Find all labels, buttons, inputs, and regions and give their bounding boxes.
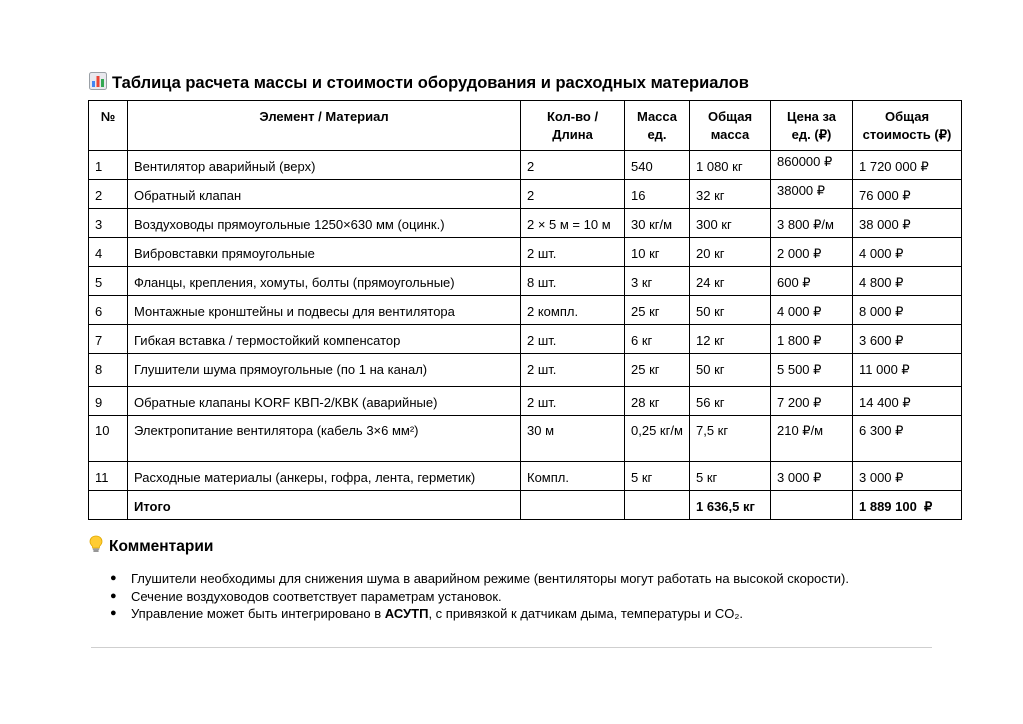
cell-total-mass: 300 кг — [690, 209, 771, 238]
cost-table — [88, 100, 962, 520]
cell-total-cost: 14 400 ₽ — [853, 387, 962, 416]
divider — [91, 647, 932, 648]
cell-num: 7 — [89, 325, 128, 354]
cell-total-mass: 50 кг — [690, 354, 771, 387]
cell-qty: 2 компл. — [521, 296, 625, 325]
header-num: № — [89, 101, 128, 151]
cell-total-mass: 24 кг — [690, 267, 771, 296]
header-qty: Кол-во / Длина — [521, 101, 625, 151]
table-row — [89, 180, 962, 209]
cell-total-mass: 56 кг — [690, 387, 771, 416]
header-total-cost: Общая стоимость (₽) — [853, 101, 962, 151]
table-row — [89, 416, 962, 462]
cell-num: 4 — [89, 238, 128, 267]
comment-text-after: , с привязкой к датчикам дыма, температуры и CO₂. — [428, 606, 743, 621]
cell-element: Обратные клапаны KORF КВП-2/КВК (аварийные) — [128, 387, 521, 416]
cell-num: 2 — [89, 180, 128, 209]
cell-price-unit: 38000 ₽ — [771, 180, 853, 209]
total-row — [89, 491, 962, 520]
table-row — [89, 354, 962, 387]
cell-price-unit: 2 000 ₽ — [771, 238, 853, 267]
cell-num: 5 — [89, 267, 128, 296]
cell-price-unit: 3 800 ₽/м — [771, 209, 853, 238]
cell-mass-unit: 28 кг — [625, 387, 690, 416]
cell-price-unit: 7 200 ₽ — [771, 387, 853, 416]
cell-total-mass: 1 080 кг — [690, 151, 771, 180]
cell-element: Воздуховоды прямоугольные 1250×630 мм (оцинк.) — [128, 209, 521, 238]
cell-price-unit: 1 800 ₽ — [771, 325, 853, 354]
page-title — [89, 72, 749, 95]
cell-qty: 2 шт. — [521, 387, 625, 416]
cell-total-cost: 3 600 ₽ — [853, 325, 962, 354]
cell-price-unit: 5 500 ₽ — [771, 354, 853, 387]
cell-total-cost: 4 000 ₽ — [853, 238, 962, 267]
cell-element: Вентилятор аварийный (верх) — [128, 151, 521, 180]
header-price-unit: Цена за ед. (₽) — [771, 101, 853, 151]
cell-total-cost: 38 000 ₽ — [853, 209, 962, 238]
cell-total-mass: 32 кг — [690, 180, 771, 209]
list-item — [110, 605, 849, 623]
cell-num: 6 — [89, 296, 128, 325]
cell-element: Фланцы, крепления, хомуты, болты (прямоугольные) — [128, 267, 521, 296]
light-bulb-icon — [89, 535, 103, 558]
table-row — [89, 462, 962, 491]
comments-title-text: Комментарии — [109, 537, 214, 555]
header-mass-unit: Масса ед. — [625, 101, 690, 151]
cell-mass-unit: 3 кг — [625, 267, 690, 296]
page-title-text: Таблица расчета массы и стоимости оборудования и расходных материалов — [112, 74, 749, 92]
cell-total-cost: 76 000 ₽ — [853, 180, 962, 209]
table-row — [89, 238, 962, 267]
total-label: Итого — [128, 491, 521, 520]
table-row — [89, 209, 962, 238]
cell-qty: 2 × 5 м = 10 м — [521, 209, 625, 238]
table-row — [89, 296, 962, 325]
cell-mass-unit: 6 кг — [625, 325, 690, 354]
comments-heading — [89, 535, 213, 558]
cell-qty: 2 — [521, 180, 625, 209]
cell-qty: 2 шт. — [521, 354, 625, 387]
cell-total-cost: 11 000 ₽ — [853, 354, 962, 387]
comments-list — [110, 570, 849, 623]
cell-num: 9 — [89, 387, 128, 416]
cell-element: Глушители шума прямоугольные (по 1 на канал) — [128, 354, 521, 387]
cell-qty: 2 шт. — [521, 238, 625, 267]
cell-qty: 30 м — [521, 416, 625, 462]
bullet-icon: ● — [110, 607, 117, 619]
cell-qty: Компл. — [521, 462, 625, 491]
total-cost: 1 889 100 ₽ — [853, 491, 962, 520]
cell-price-unit: 3 000 ₽ — [771, 462, 853, 491]
cell-total-mass: 5 кг — [690, 462, 771, 491]
cell-element: Вибровставки прямоугольные — [128, 238, 521, 267]
cell-total-mass: 20 кг — [690, 238, 771, 267]
cell-element: Монтажные кронштейны и подвесы для вентилятора — [128, 296, 521, 325]
list-item — [110, 588, 849, 606]
cell-mass-unit: 0,25 кг/м — [625, 416, 690, 462]
cell-qty: 8 шт. — [521, 267, 625, 296]
cell-total-mass: 12 кг — [690, 325, 771, 354]
table-header-row — [89, 101, 962, 151]
comment-text: Глушители необходимы для снижения шума в аварийном режиме (вентиляторы могут работать на высокой скорости). — [131, 571, 849, 586]
cell-element: Гибкая вставка / термостойкий компенсатор — [128, 325, 521, 354]
cell-num: 10 — [89, 416, 128, 462]
total-price-unit-cell — [771, 491, 853, 520]
list-item — [110, 570, 849, 588]
cell-num: 8 — [89, 354, 128, 387]
table-row — [89, 151, 962, 180]
cell-mass-unit: 25 кг — [625, 296, 690, 325]
cell-mass-unit: 16 — [625, 180, 690, 209]
cell-price-unit: 210 ₽/м — [771, 416, 853, 462]
table-row — [89, 325, 962, 354]
total-mass: 1 636,5 кг — [690, 491, 771, 520]
bar-chart-icon — [89, 72, 107, 95]
cell-qty: 2 шт. — [521, 325, 625, 354]
cell-qty: 2 — [521, 151, 625, 180]
table-row — [89, 267, 962, 296]
cell-mass-unit: 5 кг — [625, 462, 690, 491]
cell-price-unit: 600 ₽ — [771, 267, 853, 296]
cell-num: 11 — [89, 462, 128, 491]
total-num-cell — [89, 491, 128, 520]
cell-total-cost: 3 000 ₽ — [853, 462, 962, 491]
cell-total-cost: 4 800 ₽ — [853, 267, 962, 296]
cell-total-cost: 6 300 ₽ — [853, 416, 962, 462]
table-row — [89, 387, 962, 416]
cell-num: 1 — [89, 151, 128, 180]
comment-text-before: Управление может быть интегрировано в — [131, 606, 385, 621]
cell-element: Расходные материалы (анкеры, гофра, лента, герметик) — [128, 462, 521, 491]
cell-mass-unit: 10 кг — [625, 238, 690, 267]
cell-mass-unit: 30 кг/м — [625, 209, 690, 238]
cell-price-unit: 4 000 ₽ — [771, 296, 853, 325]
cell-element: Обратный клапан — [128, 180, 521, 209]
total-qty-cell — [521, 491, 625, 520]
cell-total-mass: 50 кг — [690, 296, 771, 325]
cell-price-unit: 860000 ₽ — [771, 151, 853, 180]
cell-num: 3 — [89, 209, 128, 238]
cell-total-mass: 7,5 кг — [690, 416, 771, 462]
bullet-icon: ● — [110, 589, 117, 602]
header-element: Элемент / Материал — [128, 101, 521, 151]
header-total-mass: Общая масса — [690, 101, 771, 151]
comment-text: Сечение воздуховодов соответствует параметрам установок. — [131, 588, 502, 604]
cell-mass-unit: 540 — [625, 151, 690, 180]
total-mass-unit-cell — [625, 491, 690, 520]
cell-mass-unit: 25 кг — [625, 354, 690, 387]
cell-total-cost: 1 720 000 ₽ — [853, 151, 962, 180]
comment-text-bold: АСУТП — [384, 606, 429, 621]
cell-total-cost: 8 000 ₽ — [853, 296, 962, 325]
bullet-icon: ● — [110, 572, 117, 584]
cell-element: Электропитание вентилятора (кабель 3×6 мм²) — [128, 416, 521, 462]
